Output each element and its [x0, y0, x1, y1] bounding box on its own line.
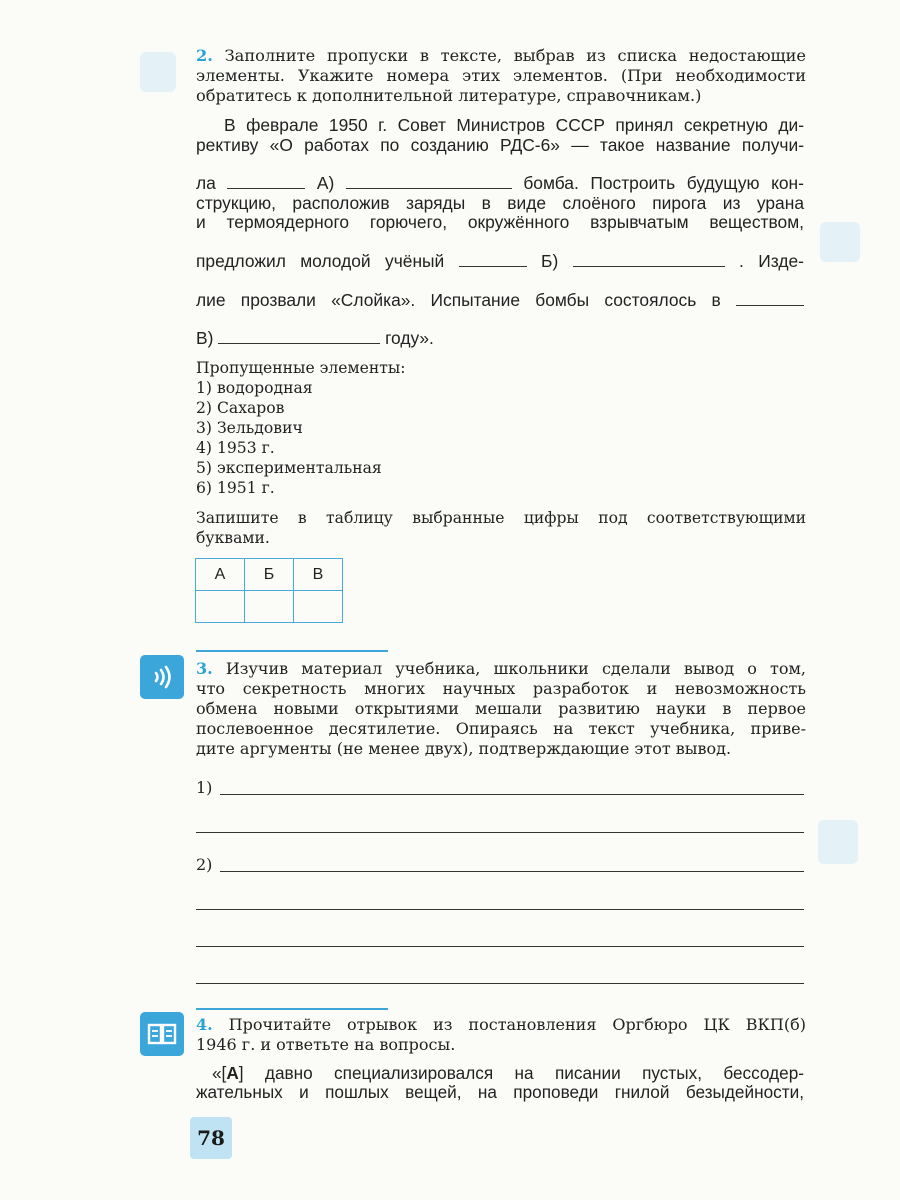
task-3-title [196, 659, 806, 759]
quote-line: жательных и пошлых вещей, на проповеди гнилой безыдейности, [196, 1082, 804, 1102]
answer-label-1: 1) [196, 778, 213, 797]
section-divider [196, 650, 388, 652]
task-3-title-line: что секретность многих научных разработок и невозможность [196, 679, 806, 698]
blank-v-answer[interactable] [218, 327, 380, 344]
task-3-number: 3. [196, 659, 213, 678]
missing-elements-list [196, 358, 806, 498]
answer-line[interactable] [220, 871, 804, 872]
text-line-with-blanks [196, 289, 804, 311]
table-header-b: Б [245, 559, 294, 591]
table-header-v: В [294, 559, 343, 591]
text-fragment: В) [196, 328, 214, 348]
answer-line[interactable] [196, 832, 804, 833]
missing-elements-header: Пропущенные элементы: [196, 359, 406, 377]
task-4-number: 4. [196, 1015, 213, 1034]
blank-a-number[interactable] [227, 172, 305, 189]
task-3-title-line: дите аргументы (не менее двух), подтверждающие этот вывод. [196, 739, 732, 758]
option-item: 3) Зельдович [196, 419, 303, 437]
task-2-title-line: элементы. Укажите номера этих элементов. (При необходимости [196, 66, 806, 85]
table-header-a: А [196, 559, 245, 591]
text-line-with-blanks [196, 250, 804, 272]
blank-v-number[interactable] [736, 289, 804, 306]
task-3-title-line: обмена новыми открытиями мешали развитию науки в первое [196, 699, 806, 718]
answer-line[interactable] [196, 946, 804, 947]
text-line: и термоядерного горючего, окружённого взрывчатым веществом, [196, 212, 804, 232]
audio-icon [140, 655, 184, 699]
instruction-line: Запишите в таблицу выбранные цифры под соответствующими [196, 509, 806, 527]
text-fragment: . Изде- [739, 251, 804, 271]
text-line: рективу «О работах по созданию РДС-6» — такое название получи- [196, 135, 804, 155]
text-line: струкцию, расположив заряды в виде слоёного пирога из урана [196, 193, 804, 213]
page-number: 78 [190, 1117, 232, 1159]
option-item: 5) экспериментальная [196, 459, 382, 477]
answer-label-2: 2) [196, 855, 213, 874]
task-2-number: 2. [196, 46, 213, 65]
text-fragment: бомба. Построить будущую кон- [523, 173, 804, 193]
task-2-title [196, 46, 806, 106]
option-item: 6) 1951 г. [196, 479, 275, 497]
option-item: 1) водородная [196, 379, 313, 397]
option-item: 2) Сахаров [196, 399, 285, 417]
text-fragment: году». [385, 328, 434, 348]
answer-line[interactable] [196, 909, 804, 910]
blank-b-answer[interactable] [573, 250, 725, 267]
text-fragment: А) [316, 173, 335, 193]
table-instruction [196, 508, 806, 548]
quote-open: «[ [212, 1063, 227, 1083]
task-4-title-line: Прочитайте отрывок из постановления Оргбюро ЦК ВКП(б) [228, 1015, 806, 1034]
text-line-with-blanks [196, 172, 804, 194]
book-icon [140, 1012, 184, 1056]
text-fragment: ла [196, 173, 216, 193]
option-item: 4) 1953 г. [196, 439, 275, 457]
task-3-title-line: Изучив материал учебника, школьники сделали вывод о том, [225, 659, 806, 678]
answer-cell-a[interactable] [196, 591, 245, 623]
text-fragment: Б) [541, 251, 559, 271]
task-2-title-line: Заполните пропуски в тексте, выбрав из списка недостающие [224, 46, 806, 65]
answer-line[interactable] [196, 983, 804, 984]
blank-a-answer[interactable] [346, 172, 512, 189]
task-4-title-line: 1946 г. и ответьте на вопросы. [196, 1035, 456, 1054]
text-fragment: предложил молодой учёный [196, 251, 445, 271]
instruction-line: буквами. [196, 529, 270, 547]
blank-b-number[interactable] [459, 250, 527, 267]
text-fragment: лие прозвали «Слойка». Испытание бомбы состоялось в [196, 290, 721, 310]
answer-cell-v[interactable] [294, 591, 343, 623]
answer-table [195, 558, 343, 623]
text-line: В феврале 1950 г. Совет Министров СССР принял секретную ди- [224, 115, 804, 135]
task-2-title-line: обратитесь к дополнительной литературе, справочникам.) [196, 86, 702, 105]
answer-cell-b[interactable] [245, 591, 294, 623]
task-4-title [196, 1015, 806, 1055]
text-line-with-blanks [196, 327, 804, 349]
task-3-title-line: послевоенное десятилетие. Опираясь на текст учебника, приве- [196, 719, 806, 738]
section-divider [196, 1008, 388, 1010]
quote-bold-letter: А [226, 1063, 239, 1083]
answer-line[interactable] [220, 794, 804, 795]
quote-text: ] давно специализировался на писании пустых, бессодер- [238, 1063, 804, 1083]
